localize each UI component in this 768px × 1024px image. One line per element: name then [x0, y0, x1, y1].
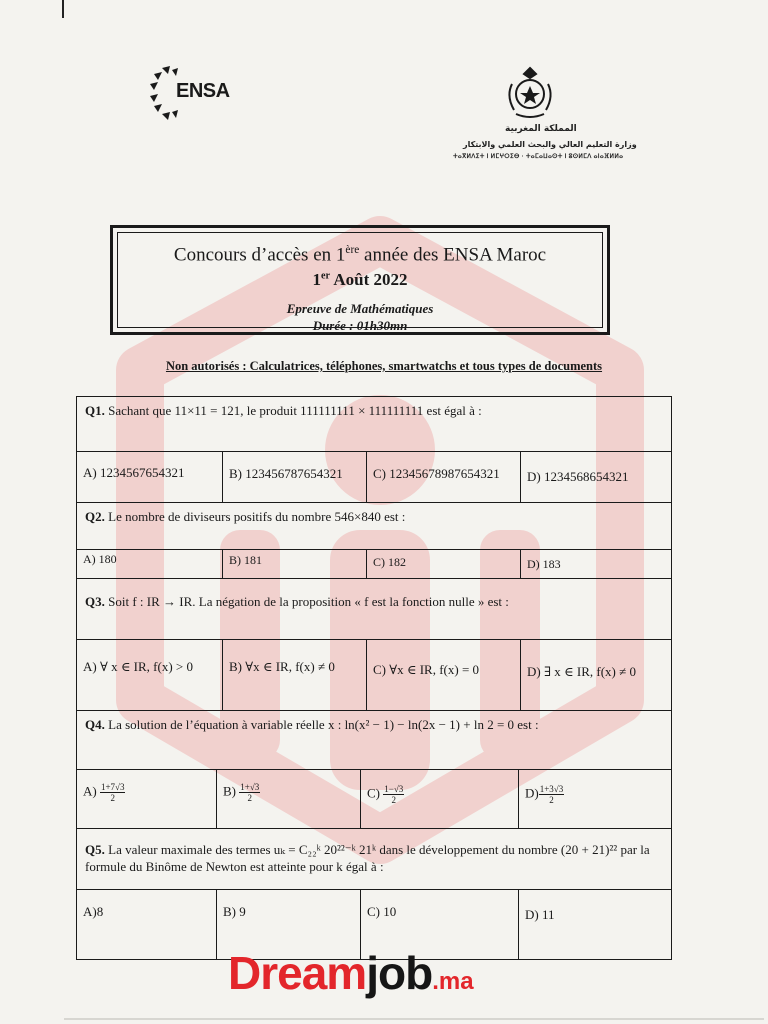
question-row-3: [76, 578, 672, 640]
answer-d: D) 11: [525, 907, 555, 922]
answer-cell-d: [521, 452, 673, 502]
ministry-arabic-line-1: المملكة المغربية: [505, 124, 577, 134]
answers-row-4: [76, 769, 672, 829]
answer-cell-a: [77, 640, 223, 710]
answer-cell-d: [521, 550, 673, 578]
answers-row-1: [76, 451, 672, 503]
answer-d: D) $\frac{1+3√3}{2}$: [525, 784, 564, 805]
question-text: Q5. La valeur maximale des termes uₖ = C₂₂ᵏ 20²²⁻ᵏ 21ᵏ dans le développement du nombre (20 + 21)²² par la formule du Binôme de Newton est atteinte pour k égal à :: [85, 842, 650, 874]
answer-cell-d: [521, 640, 673, 710]
morocco-coat-of-arms-icon: [500, 62, 560, 122]
ensa-logo-text: ENSA: [176, 80, 230, 102]
answer-c: C) 10: [367, 904, 397, 919]
ministry-tifinagh-line: ⵜⴰⴳⵍⴷⵉⵜ ⵏ ⵍⵎⵖⵔⵉⴱ · ⵜⴰⵎⴰⵡⴰⵙⵜ ⵏ ⵓⵙⵍⵎⴷ ⴰⵏⴰⴼⵍⵍⴰ: [453, 154, 624, 160]
answer-b: B) ∀x ∈ IR, f(x) ≠ 0: [229, 659, 335, 674]
exam-date: 1er Août 2022: [312, 270, 408, 289]
answer-b: B) 123456787654321: [229, 466, 343, 481]
question-row-2: [76, 502, 672, 550]
answer-cell-c: [367, 452, 521, 502]
scan-edge-mark: [62, 0, 64, 18]
answer-a: A) 1234567654321: [83, 465, 185, 480]
answer-cell-d: [519, 890, 673, 959]
answer-c: C) 12345678987654321: [373, 466, 500, 481]
answer-c: C) ∀x ∈ IR, f(x) = 0: [373, 662, 480, 677]
answers-row-3: [76, 639, 672, 711]
scan-edge-bottom: [64, 1018, 764, 1020]
fraction: $\frac{1+3√3}{2}$: [539, 784, 564, 805]
answer-cell-c: [367, 640, 521, 710]
answer-d: D) 183: [527, 557, 561, 571]
answer-cell-a: [77, 452, 223, 502]
ministry-arabic-line-2: وزارة التعليم العالي والبحث العلمي والابتكار: [463, 140, 637, 149]
question-row-5: [76, 828, 672, 890]
exam-duration: Durée : 01h30mn: [312, 318, 408, 333]
answer-b: B) 181: [229, 553, 262, 567]
answer-a: A) $\frac{1+7√3}{2}$: [83, 782, 125, 803]
answer-c: C) 182: [373, 555, 406, 569]
answer-b: B) 9: [223, 904, 246, 919]
answer-cell-a: [77, 550, 223, 578]
answers-row-2: [76, 549, 672, 579]
exam-subject: Epreuve de Mathématiques: [286, 301, 434, 316]
answer-cell-a: [77, 890, 217, 959]
fraction: $\frac{1+7√3}{2}$: [100, 782, 125, 803]
question-text: Q2. Le nombre de diviseurs positifs du nombre 546×840 est :: [85, 509, 406, 524]
question-text: Q4. La solution de l’équation à variable réelle x : ln(x² − 1) − ln(2x − 1) + ln 2 = 0 est :: [85, 717, 539, 732]
not-allowed-notice: Non autorisés : Calculatrices, téléphones, smartwatchs et tous types de documents: [165, 359, 603, 373]
answer-cell-a: [77, 770, 217, 828]
question-row-4: [76, 710, 672, 770]
questions-table: [76, 396, 672, 960]
answer-cell-b: [223, 452, 367, 502]
answer-cell-b: [217, 770, 361, 828]
answer-a: A) 180: [83, 552, 117, 566]
fraction: $\frac{1-√3}{2}$: [384, 784, 404, 805]
dreamjob-brand-logo: Dreamjob.ma: [228, 947, 474, 999]
question-text: Q1. Sachant que 11×11 = 121, le produit 111111111 × 111111111 est égal à :: [85, 403, 482, 418]
answer-cell-c: [367, 550, 521, 578]
answer-d: D) 1234568654321: [527, 469, 629, 484]
answer-cell-b: [223, 640, 367, 710]
answer-c: C) $\frac{1-√3}{2}$: [367, 784, 404, 805]
answer-cell-b: [223, 550, 367, 578]
answer-d: D) ∃ x ∈ IR, f(x) ≠ 0: [527, 664, 637, 679]
answer-b: B) $\frac{1+√3}{2}$: [223, 782, 260, 803]
question-row-1: [76, 396, 672, 452]
answer-cell-c: [361, 770, 519, 828]
question-text: Q3. Soit f : IR → IR. La négation de la proposition « f est la fonction nulle » est :: [85, 594, 509, 609]
fraction: $\frac{1+√3}{2}$: [240, 782, 260, 803]
answer-cell-d: [519, 770, 673, 828]
answer-a: A) ∀ x ∈ IR, f(x) > 0: [83, 659, 194, 674]
exam-title-box: [110, 225, 610, 335]
exam-title: Concours d’accès en 1ère année des ENSA Maroc: [173, 244, 547, 266]
answer-a: A)8: [83, 904, 104, 919]
